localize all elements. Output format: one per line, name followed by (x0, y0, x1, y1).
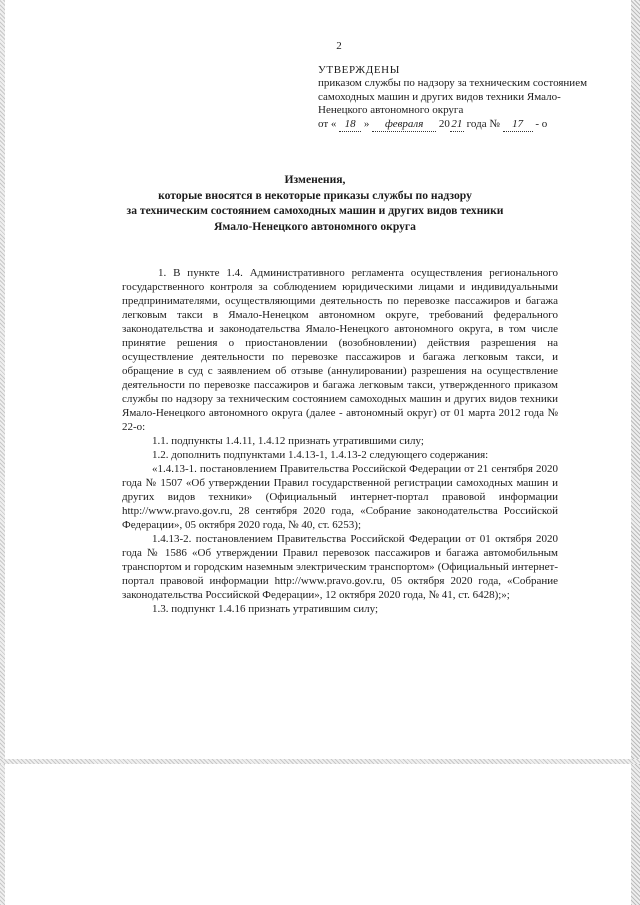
paragraph: «1.4.13-1. постановлением Правительства Российской Федерации от 21 сентября 2020 года № 1507 «Об утверждении Правил государственной регистрации самоходных машин и других видов техники» (Официальный интернет-портал правовой информации http://www.pravo.gov.ru, 28 сентября 2020 года, «Собрание законодательства Российской Федерации», 05 октября 2020 года, № 40, ст. 6253); (122, 463, 558, 531)
approval-number: 17 (503, 118, 533, 132)
approval-day: 18 (339, 118, 361, 132)
body-text (122, 266, 558, 616)
date-prefix: от « (318, 117, 337, 130)
scan-edge-left (0, 0, 5, 905)
document-title (100, 172, 530, 234)
paragraph: 1.4.13-2. постановлением Правительства Российской Федерации от 01 октября 2020 года № 1586 «Об утверждении Правил перевозок пассажиров и багажа автомобильным транспортом и городским наземным электрическим транспортом» (Официальный интернет-портал правовой информации http://www.pravo.gov.ru, 05 октября 2020 года, «Собрание законодательства Российской Федерации», 12 октября 2020 года, № 41, ст. 6428);»; (122, 533, 558, 601)
approval-month: февраля (372, 118, 436, 132)
scan-edge-bottom (0, 759, 640, 764)
title-line-3: за техническим состоянием самоходных машин и других видов техники (126, 204, 504, 218)
title-line-1: Изменения, (284, 173, 346, 186)
year-word: года № (466, 117, 500, 130)
approval-body: приказом службы по надзору за техническим состоянием самоходных машин и других видов техники Ямало-Ненецкого автономного округа (318, 77, 588, 117)
title-line-4: Ямало-Ненецкого автономного округа (214, 219, 416, 233)
paragraph: 1.2. дополнить подпунктами 1.4.13-1, 1.4.13-2 следующего содержания: (152, 449, 489, 461)
title-line-2: которые вносятся в некоторые приказы службы по надзору (158, 188, 472, 202)
number-suffix: - о (535, 117, 548, 130)
approval-date-line: от « 18 » февраля 20 21 года № 17 - о (318, 118, 598, 132)
approval-heading: УТВЕРЖДЕНЫ (318, 64, 400, 76)
year-prefix: 20 (438, 117, 450, 130)
approval-stamp (318, 64, 598, 132)
scan-edge-right (631, 0, 640, 905)
paragraph: 1. В пункте 1.4. Административного регламента осуществления регионального государственного контроля за соблюдением юридическими лицами и индивидуальными предпринимателями, осуществляющими деятельность по перевозке пассажиров и багажа легковым такси в Ямало-Ненецком автономном округе, требований федерального законодательства и законодательства Ямало-Ненецкого автономного округа, в том числе принятие решения о приостановлении (возобновлении) действия разрешения на осуществление деятельности по перевозке пассажиров и багажа легковым такси, и обращение в суд с заявлением об отзыве (аннулировании) разрешения на осуществление деятельности по перевозке пассажиров и багажа легковым такси, утвержденного приказом службы по надзору за техническим состоянием самоходных машин и других видов техники Ямало-Ненецкого автономного округа (далее - автономный округ) от 01 марта 2012 года № 22-о: (122, 267, 558, 433)
paragraph: 1.1. подпункты 1.4.11, 1.4.12 признать утратившими силу; (152, 435, 424, 447)
page-number: 2 (336, 40, 342, 52)
paragraph: 1.3. подпункт 1.4.16 признать утратившим силу; (152, 603, 379, 615)
approval-year: 21 (450, 118, 464, 132)
